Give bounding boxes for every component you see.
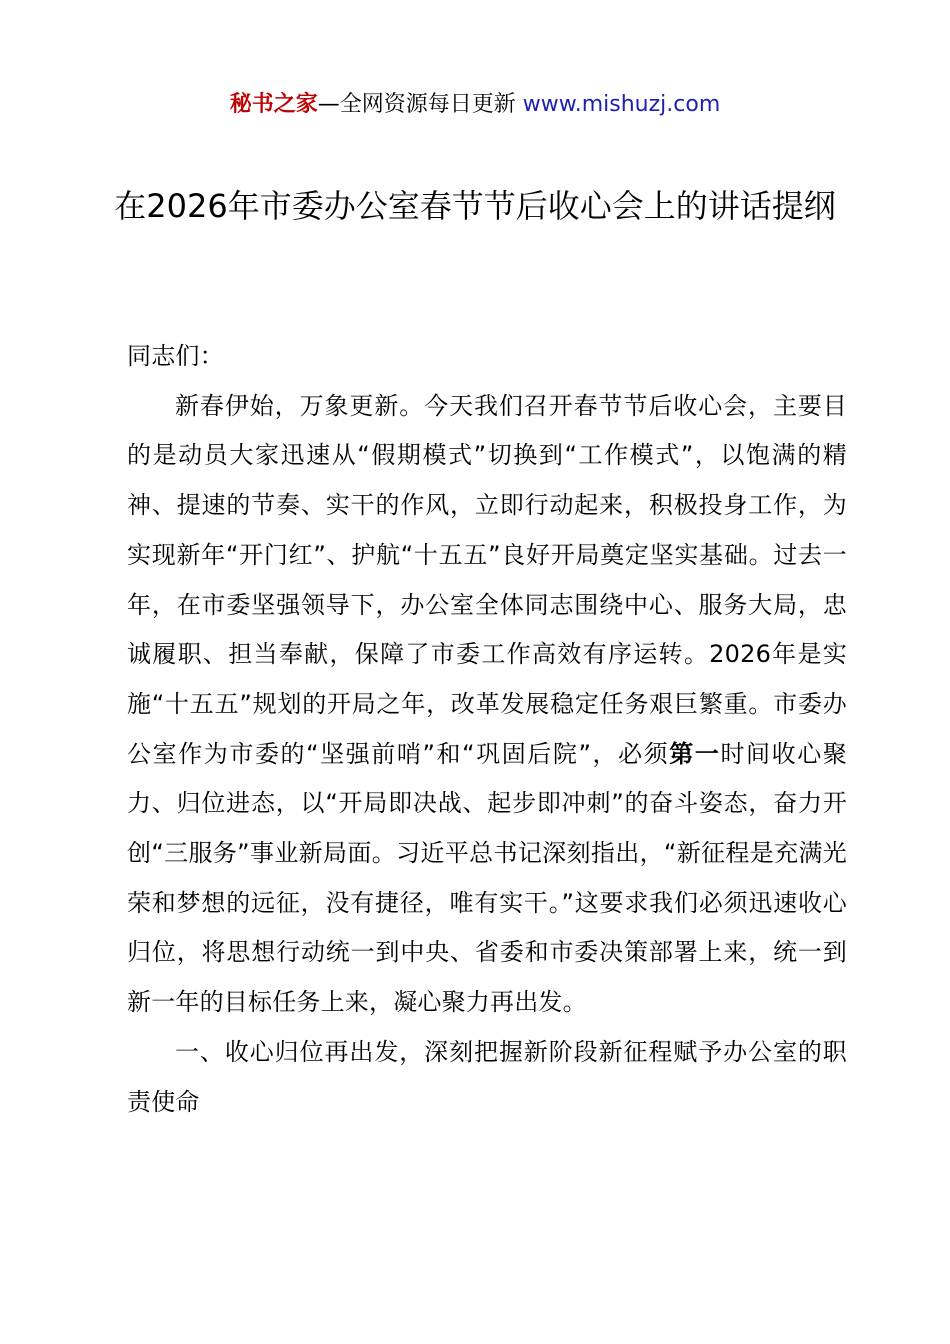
site-url-link[interactable]: www.mishuzj.com <box>522 92 721 117</box>
site-tagline: —全网资源每日更新 <box>317 92 523 117</box>
paragraph-intro-bold: 第一 <box>669 739 721 768</box>
section-heading-1: 一、收心归位再出发，深刻把握新阶段新征程赋予办公室的职责使命 <box>127 1037 847 1116</box>
document-title: 在2026年市委办公室春节节后收心会上的讲话提纲 <box>114 187 836 225</box>
site-header <box>0 88 950 122</box>
site-brand: 秘书之家 <box>229 92 318 117</box>
paragraph-intro <box>127 382 847 1028</box>
paragraph-intro-text-2: 时间收心聚力、归位进态，以“开局即决战、起步即冲刺”的奋斗姿态，奋力开创“三服务”事业新局面。习近平总书记深刻指出，“新征程是充满光荣和梦想的远征，没有捷径，唯有实干。”这要求我们必须迅速收心归位，将思想行动统一到中央、省委和市委决策部署上来，统一到新一年的目标任务上来，凝心聚力再出发。 <box>127 739 848 1017</box>
salutation: 同志们： <box>127 342 224 370</box>
paragraph-intro-text-1: 新春伊始，万象更新。今天我们召开春节节后收心会，主要目的是动员大家迅速从“假期模式”切换到“工作模式”，以饱满的精神、提速的节奏、实干的作风，立即行动起来，积极投身工作，为实现新年“开门红”、护航“十五五”良好开局奠定坚实基础。过去一年，在市委坚强领导下，办公室全体同志围绕中心、服务大局，忠诚履职、担当奉献，保障了市委工作高效有序运转。2026年是实施“十五五”规划的开局之年，改革发展稳定任务艰巨繁重。市委办公室作为市委的“坚强前哨”和“巩固后院”，必须 <box>127 391 847 768</box>
document-body <box>127 332 847 1127</box>
